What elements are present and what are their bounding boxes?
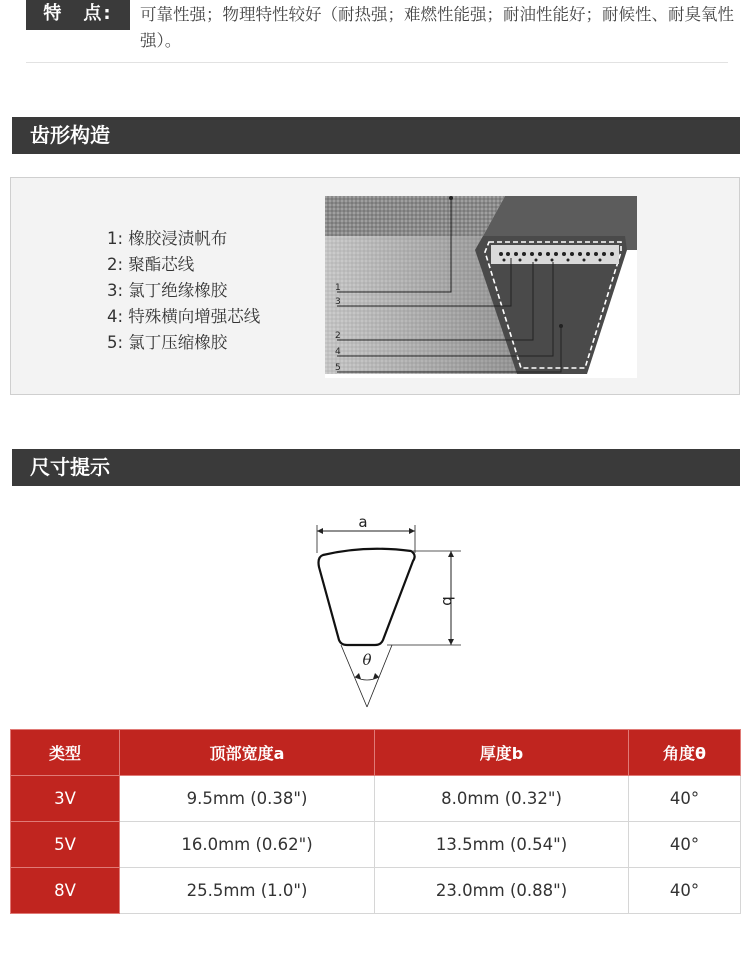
cell-type: 3V [11, 776, 120, 822]
column-header-top-width: 顶部宽度a [120, 730, 375, 776]
cell-top-width: 9.5mm (0.38") [120, 776, 375, 822]
structure-panel [10, 177, 740, 395]
section-header-structure: 齿形构造 [12, 117, 740, 154]
callout-number: 3 [335, 297, 341, 307]
features-text: 可靠性强；物理特性较好（耐热强；难燃性能强；耐油性能好；耐候性、耐臭氧性强）。 [140, 5, 734, 50]
cell-thickness: 13.5mm (0.54") [375, 822, 629, 868]
cell-type: 8V [11, 868, 120, 914]
features-label: 特 点: [26, 0, 130, 30]
divider [26, 62, 728, 63]
section-header-size: 尺寸提示 [12, 449, 740, 486]
legend-item: 5: 氯丁压缩橡胶 [107, 333, 228, 352]
spec-table [10, 729, 741, 914]
cell-angle: 40° [629, 868, 741, 914]
table-row [11, 776, 741, 822]
callout-number: 5 [335, 363, 341, 373]
legend-item: 4: 特殊横向增强芯线 [107, 307, 261, 326]
belt-cross-section-image [325, 196, 637, 378]
cell-type: 5V [11, 822, 120, 868]
column-header-angle: 角度θ [629, 730, 741, 776]
callout-number: 2 [335, 331, 341, 341]
legend-item: 2: 聚酯芯线 [107, 255, 195, 274]
component-legend [107, 226, 260, 356]
legend-item: 1: 橡胶浸渍帆布 [107, 229, 228, 248]
cell-angle: 40° [629, 776, 741, 822]
dimension-diagram [295, 515, 475, 715]
cell-thickness: 8.0mm (0.32") [375, 776, 629, 822]
table-row [11, 822, 741, 868]
cell-top-width: 16.0mm (0.62") [120, 822, 375, 868]
dimension-label-b: b [439, 596, 457, 606]
column-header-type: 类型 [11, 730, 120, 776]
cell-angle: 40° [629, 822, 741, 868]
legend-item: 3: 氯丁绝缘橡胶 [107, 281, 228, 300]
dimension-label-a: a [358, 515, 368, 531]
table-row [11, 868, 741, 914]
table-header-row [11, 730, 741, 776]
dimension-label-theta: θ [362, 651, 372, 669]
cell-thickness: 23.0mm (0.88") [375, 868, 629, 914]
callout-number: 4 [335, 347, 341, 357]
column-header-thickness: 厚度b [375, 730, 629, 776]
callout-number: 1 [335, 283, 341, 293]
cell-top-width: 25.5mm (1.0") [120, 868, 375, 914]
